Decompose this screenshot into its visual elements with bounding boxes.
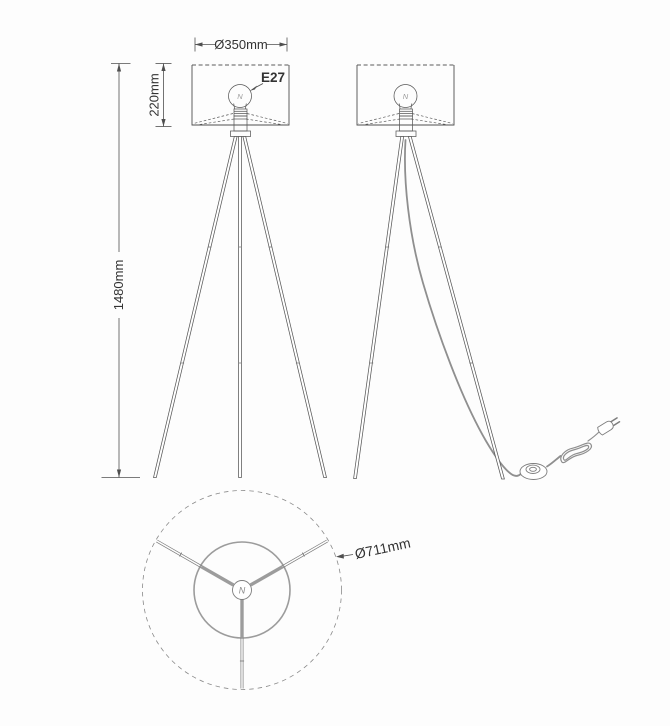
power-plug bbox=[597, 416, 621, 436]
total-height-label: 1480mm bbox=[111, 259, 126, 311]
front-bulb bbox=[229, 85, 252, 110]
dimension-shade-diameter bbox=[195, 37, 287, 52]
top-filament-mark: N bbox=[238, 585, 246, 596]
front-socket bbox=[231, 109, 251, 137]
back-socket bbox=[396, 109, 416, 137]
front-tripod-legs bbox=[154, 137, 327, 478]
back-view bbox=[354, 65, 621, 480]
front-leg-center bbox=[239, 137, 242, 478]
cord-coil-to-plug bbox=[588, 432, 600, 442]
shade-diameter-label: Ø350mm bbox=[214, 37, 268, 52]
shade-height-label: 220mm bbox=[146, 73, 162, 117]
top-view-legs bbox=[156, 540, 328, 689]
front-leg-left bbox=[154, 137, 238, 478]
front-view bbox=[154, 65, 327, 478]
top-view bbox=[143, 491, 412, 690]
socket-type-label: E27 bbox=[260, 70, 286, 85]
foot-switch bbox=[520, 464, 547, 480]
dimension-total-height bbox=[102, 64, 141, 478]
back-tripod-legs bbox=[354, 137, 505, 480]
power-cord bbox=[405, 140, 521, 476]
back-filament-mark: N bbox=[402, 92, 409, 101]
dimension-shade-height bbox=[147, 64, 172, 127]
cord-coil bbox=[558, 438, 593, 466]
base-diameter-label: Ø711mm bbox=[353, 534, 412, 562]
socket-callout bbox=[250, 70, 286, 91]
dimension-base-diameter bbox=[336, 535, 412, 562]
top-view-bulb bbox=[233, 581, 252, 600]
back-bulb bbox=[394, 85, 417, 110]
back-leg-right bbox=[408, 137, 504, 480]
front-filament-mark: N bbox=[237, 92, 243, 101]
cord-switch-to-coil bbox=[547, 456, 561, 467]
back-leg-left bbox=[354, 137, 404, 479]
front-leg-right bbox=[243, 137, 327, 478]
